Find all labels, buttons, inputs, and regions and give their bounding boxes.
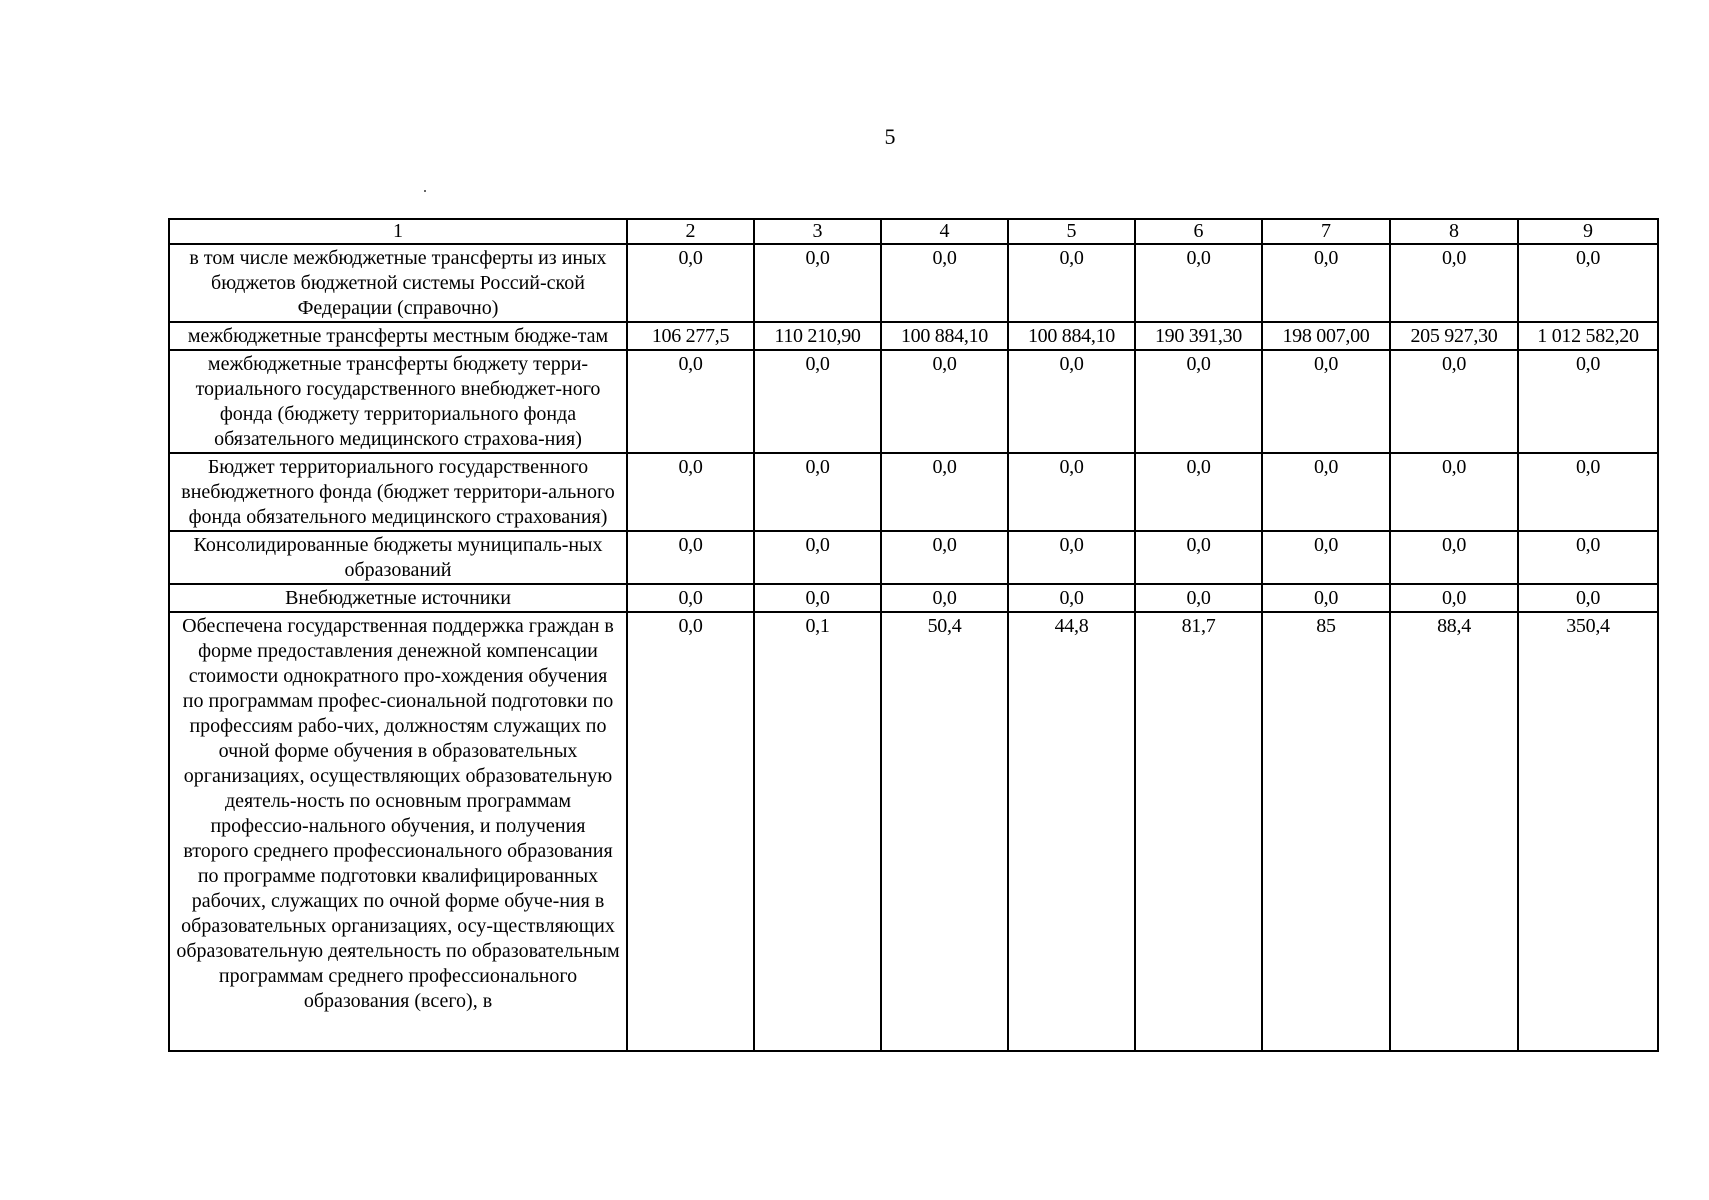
table-cell: 0,0 — [1518, 531, 1658, 584]
table-cell: 81,7 — [1135, 612, 1262, 1051]
table-cell: 50,4 — [881, 612, 1008, 1051]
table-cell: 0,0 — [754, 244, 881, 322]
table-cell: 100 884,10 — [881, 322, 1008, 350]
table-row — [169, 612, 1658, 1051]
table-cell: 205 927,30 — [1390, 322, 1518, 350]
table-cell: 0,0 — [881, 531, 1008, 584]
table-cell: 0,0 — [627, 531, 754, 584]
table-cell: 0,0 — [1262, 453, 1390, 531]
table-cell: 0,0 — [1008, 453, 1135, 531]
table-cell: 106 277,5 — [627, 322, 754, 350]
table-row — [169, 453, 1658, 531]
table-cell: 0,0 — [754, 531, 881, 584]
table-cell: 0,0 — [1135, 531, 1262, 584]
table-cell: 198 007,00 — [1262, 322, 1390, 350]
row-label: Консолидированные бюджеты муниципаль-ных образований — [169, 531, 627, 584]
table-cell: 0,0 — [627, 612, 754, 1051]
table-cell: 190 391,30 — [1135, 322, 1262, 350]
table-cell: 44,8 — [1008, 612, 1135, 1051]
table-cell: 0,0 — [754, 584, 881, 612]
table-cell: 0,0 — [1262, 350, 1390, 453]
table-cell: 0,0 — [1262, 531, 1390, 584]
table-cell: 0,0 — [1390, 531, 1518, 584]
table-cell: 0,0 — [627, 350, 754, 453]
page-number: 5 — [884, 124, 896, 149]
table-cell: 0,0 — [1518, 350, 1658, 453]
table-row — [169, 322, 1658, 350]
table-cell: 350,4 — [1518, 612, 1658, 1051]
column-header: 9 — [1518, 219, 1658, 244]
header-row — [169, 219, 1658, 244]
table-cell: 0,0 — [1135, 244, 1262, 322]
table-cell: 110 210,90 — [754, 322, 881, 350]
table-cell: 0,1 — [754, 612, 881, 1051]
table-cell: 85 — [1262, 612, 1390, 1051]
table-cell: 88,4 — [1390, 612, 1518, 1051]
table-cell: 0,0 — [1008, 531, 1135, 584]
table-cell: 0,0 — [754, 453, 881, 531]
table-cell: 0,0 — [1262, 584, 1390, 612]
table-cell: 0,0 — [1008, 244, 1135, 322]
row-label: в том числе межбюджетные трансферты из иных бюджетов бюджетной системы Россий-ской Федерации (справочно) — [169, 244, 627, 322]
table-cell: 0,0 — [1135, 453, 1262, 531]
row-label: Бюджет территориального государственного внебюджетного фонда (бюджет территори-ального фонда обязательного медицинского страхования) — [169, 453, 627, 531]
column-header: 4 — [881, 219, 1008, 244]
table-cell: 0,0 — [627, 584, 754, 612]
budget-table — [168, 218, 1659, 1052]
column-header: 5 — [1008, 219, 1135, 244]
table-row — [169, 350, 1658, 453]
row-label: Обеспечена государственная поддержка граждан в форме предоставления денежной компенсации стоимости однократного про-хождения обучения по программам профес-сиональной подготовки по профессиям рабо-чих, должностям служащих по очной форме обучения в образовательных организациях, осуществляющих образовательную деятель-ность по основным программам профессио-нального обучения, и получения второго среднего профессионального образования по программе подготовки квалифицированных рабочих, служащих по очной форме обуче-ния в образовательных организациях, осу-ществляющих образовательную деятельность по образовательным программам среднего профессионального образования (всего), в — [169, 612, 627, 1051]
table-cell: 0,0 — [1135, 584, 1262, 612]
table-cell: 0,0 — [881, 584, 1008, 612]
table-row — [169, 531, 1658, 584]
row-label: межбюджетные трансферты местным бюдже-там — [169, 322, 627, 350]
scan-artifact-dot — [424, 190, 426, 192]
column-header: 1 — [169, 219, 627, 244]
table-cell: 0,0 — [1262, 244, 1390, 322]
row-label: Внебюджетные источники — [169, 584, 627, 612]
column-header: 8 — [1390, 219, 1518, 244]
table-cell: 1 012 582,20 — [1518, 322, 1658, 350]
table-cell: 0,0 — [1135, 350, 1262, 453]
table-row — [169, 244, 1658, 322]
table-cell: 0,0 — [1518, 453, 1658, 531]
table-cell: 0,0 — [1008, 350, 1135, 453]
table-cell: 0,0 — [881, 244, 1008, 322]
table-cell: 0,0 — [1518, 584, 1658, 612]
column-header: 2 — [627, 219, 754, 244]
column-header: 7 — [1262, 219, 1390, 244]
column-header: 6 — [1135, 219, 1262, 244]
column-header: 3 — [754, 219, 881, 244]
table-cell: 0,0 — [627, 244, 754, 322]
table-cell: 0,0 — [627, 453, 754, 531]
table-cell: 0,0 — [1390, 584, 1518, 612]
table-cell: 0,0 — [881, 453, 1008, 531]
table-cell: 0,0 — [754, 350, 881, 453]
table-cell: 0,0 — [1390, 350, 1518, 453]
row-label: межбюджетные трансферты бюджету терри-ториального государственного внебюджет-ного фонда (бюджету территориального фонда обязательного медицинского страхова-ния) — [169, 350, 627, 453]
table-cell: 0,0 — [1518, 244, 1658, 322]
table-cell: 0,0 — [881, 350, 1008, 453]
table-cell: 0,0 — [1008, 584, 1135, 612]
table-cell: 0,0 — [1390, 244, 1518, 322]
table-cell: 0,0 — [1390, 453, 1518, 531]
table-row — [169, 584, 1658, 612]
table-cell: 100 884,10 — [1008, 322, 1135, 350]
